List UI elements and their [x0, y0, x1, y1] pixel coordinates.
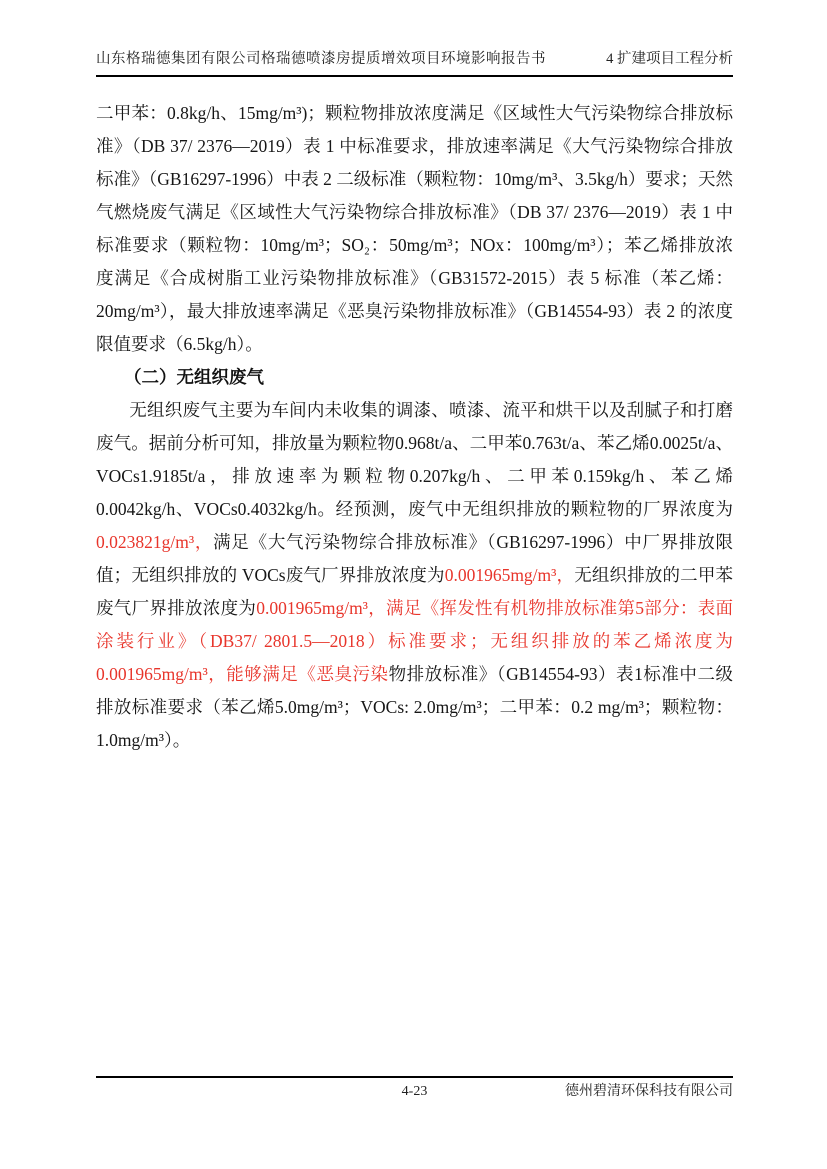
page-header: [96, 48, 733, 77]
page-number: 4-23: [401, 1084, 428, 1099]
text-run: 无组织废气主要为车间内未收集的调漆、喷漆、流平和烘干以及刮腻子和打磨废气。据前分析可知，排放量为颗粒物0.968t/a、二甲苯0.763t/a、苯乙烯0.0025t/a、VOCs1.9185t/a，排放速率为颗粒物0.207kg/h、二甲苯0.159kg/h、苯乙烯0.0042kg/h、VOCs0.4032kg/h。经预测，废气中无组织排放的颗粒物的厂界浓度为: [96, 400, 733, 519]
text-run: 满足《大气污染物综合排放标准》（GB16297-1996）中厂界排放限值；无组织排放的 VOCs废气厂界排放浓度为: [96, 532, 733, 585]
report-title: 山东格瑞德集团有限公司格瑞德喷漆房提质增效项目环境影响报告书: [96, 51, 546, 67]
section-heading: （二）无组织废气: [124, 367, 264, 387]
text-run: 无组织排放的二甲苯废气厂界排放浓度为: [96, 565, 733, 618]
company-name: 德州碧清环保科技有限公司: [565, 1084, 733, 1099]
text-run: 物排放标准》（GB14554-93）表1标准中二级排放标准要求（苯乙烯5.0mg/m³；VOCs: 2.0mg/m³；二甲苯：0.2 mg/m³；颗粒物：1.0mg/m³）。: [96, 664, 733, 750]
body-paragraph-2: [96, 394, 733, 757]
page-footer: [96, 1076, 733, 1099]
text-run-red: 0.023821g/m³，: [96, 532, 214, 552]
document-body: [96, 97, 733, 757]
text-run-red: 0.001965mg/m³，满足《挥发性有机物排放标准第5部分：表面涂装行业》（DB37/ 2801.5—2018）标准要求；无组织排放的苯乙烯浓度为0.001965mg/m³，能够满足《恶臭污染: [96, 598, 733, 684]
chapter-title: 4 扩建项目工程分析: [606, 51, 733, 67]
text-run-red: 0.001965mg/m³，: [444, 565, 575, 585]
body-paragraph-1: 二甲苯：0.8kg/h、15mg/m³)；颗粒物排放浓度满足《区域性大气污染物综合排放标准》（DB 37/ 2376—2019）表 1 中标准要求，排放速率满足《大气污染物综合排放标准》（GB16297-1996）中表 2 二级标准（颗粒物：10mg/m³、3.5kg/h）要求；天然气燃烧废气满足《区域性大气污染物综合排放标准》（DB 37/ 2376—2019）表 1 中标准要求（颗粒物：10mg/m³；SO₂：50mg/m³；NOx：100mg/m³）；苯乙烯排放浓度满足《合成树脂工业污染物排放标准》（GB31572-2015）表 5 标准（苯乙烯：20mg/m³），最大排放速率满足《恶臭污染物排放标准》（GB14554-93）表 2 的浓度限值要求（6.5kg/h）。: [96, 103, 733, 354]
